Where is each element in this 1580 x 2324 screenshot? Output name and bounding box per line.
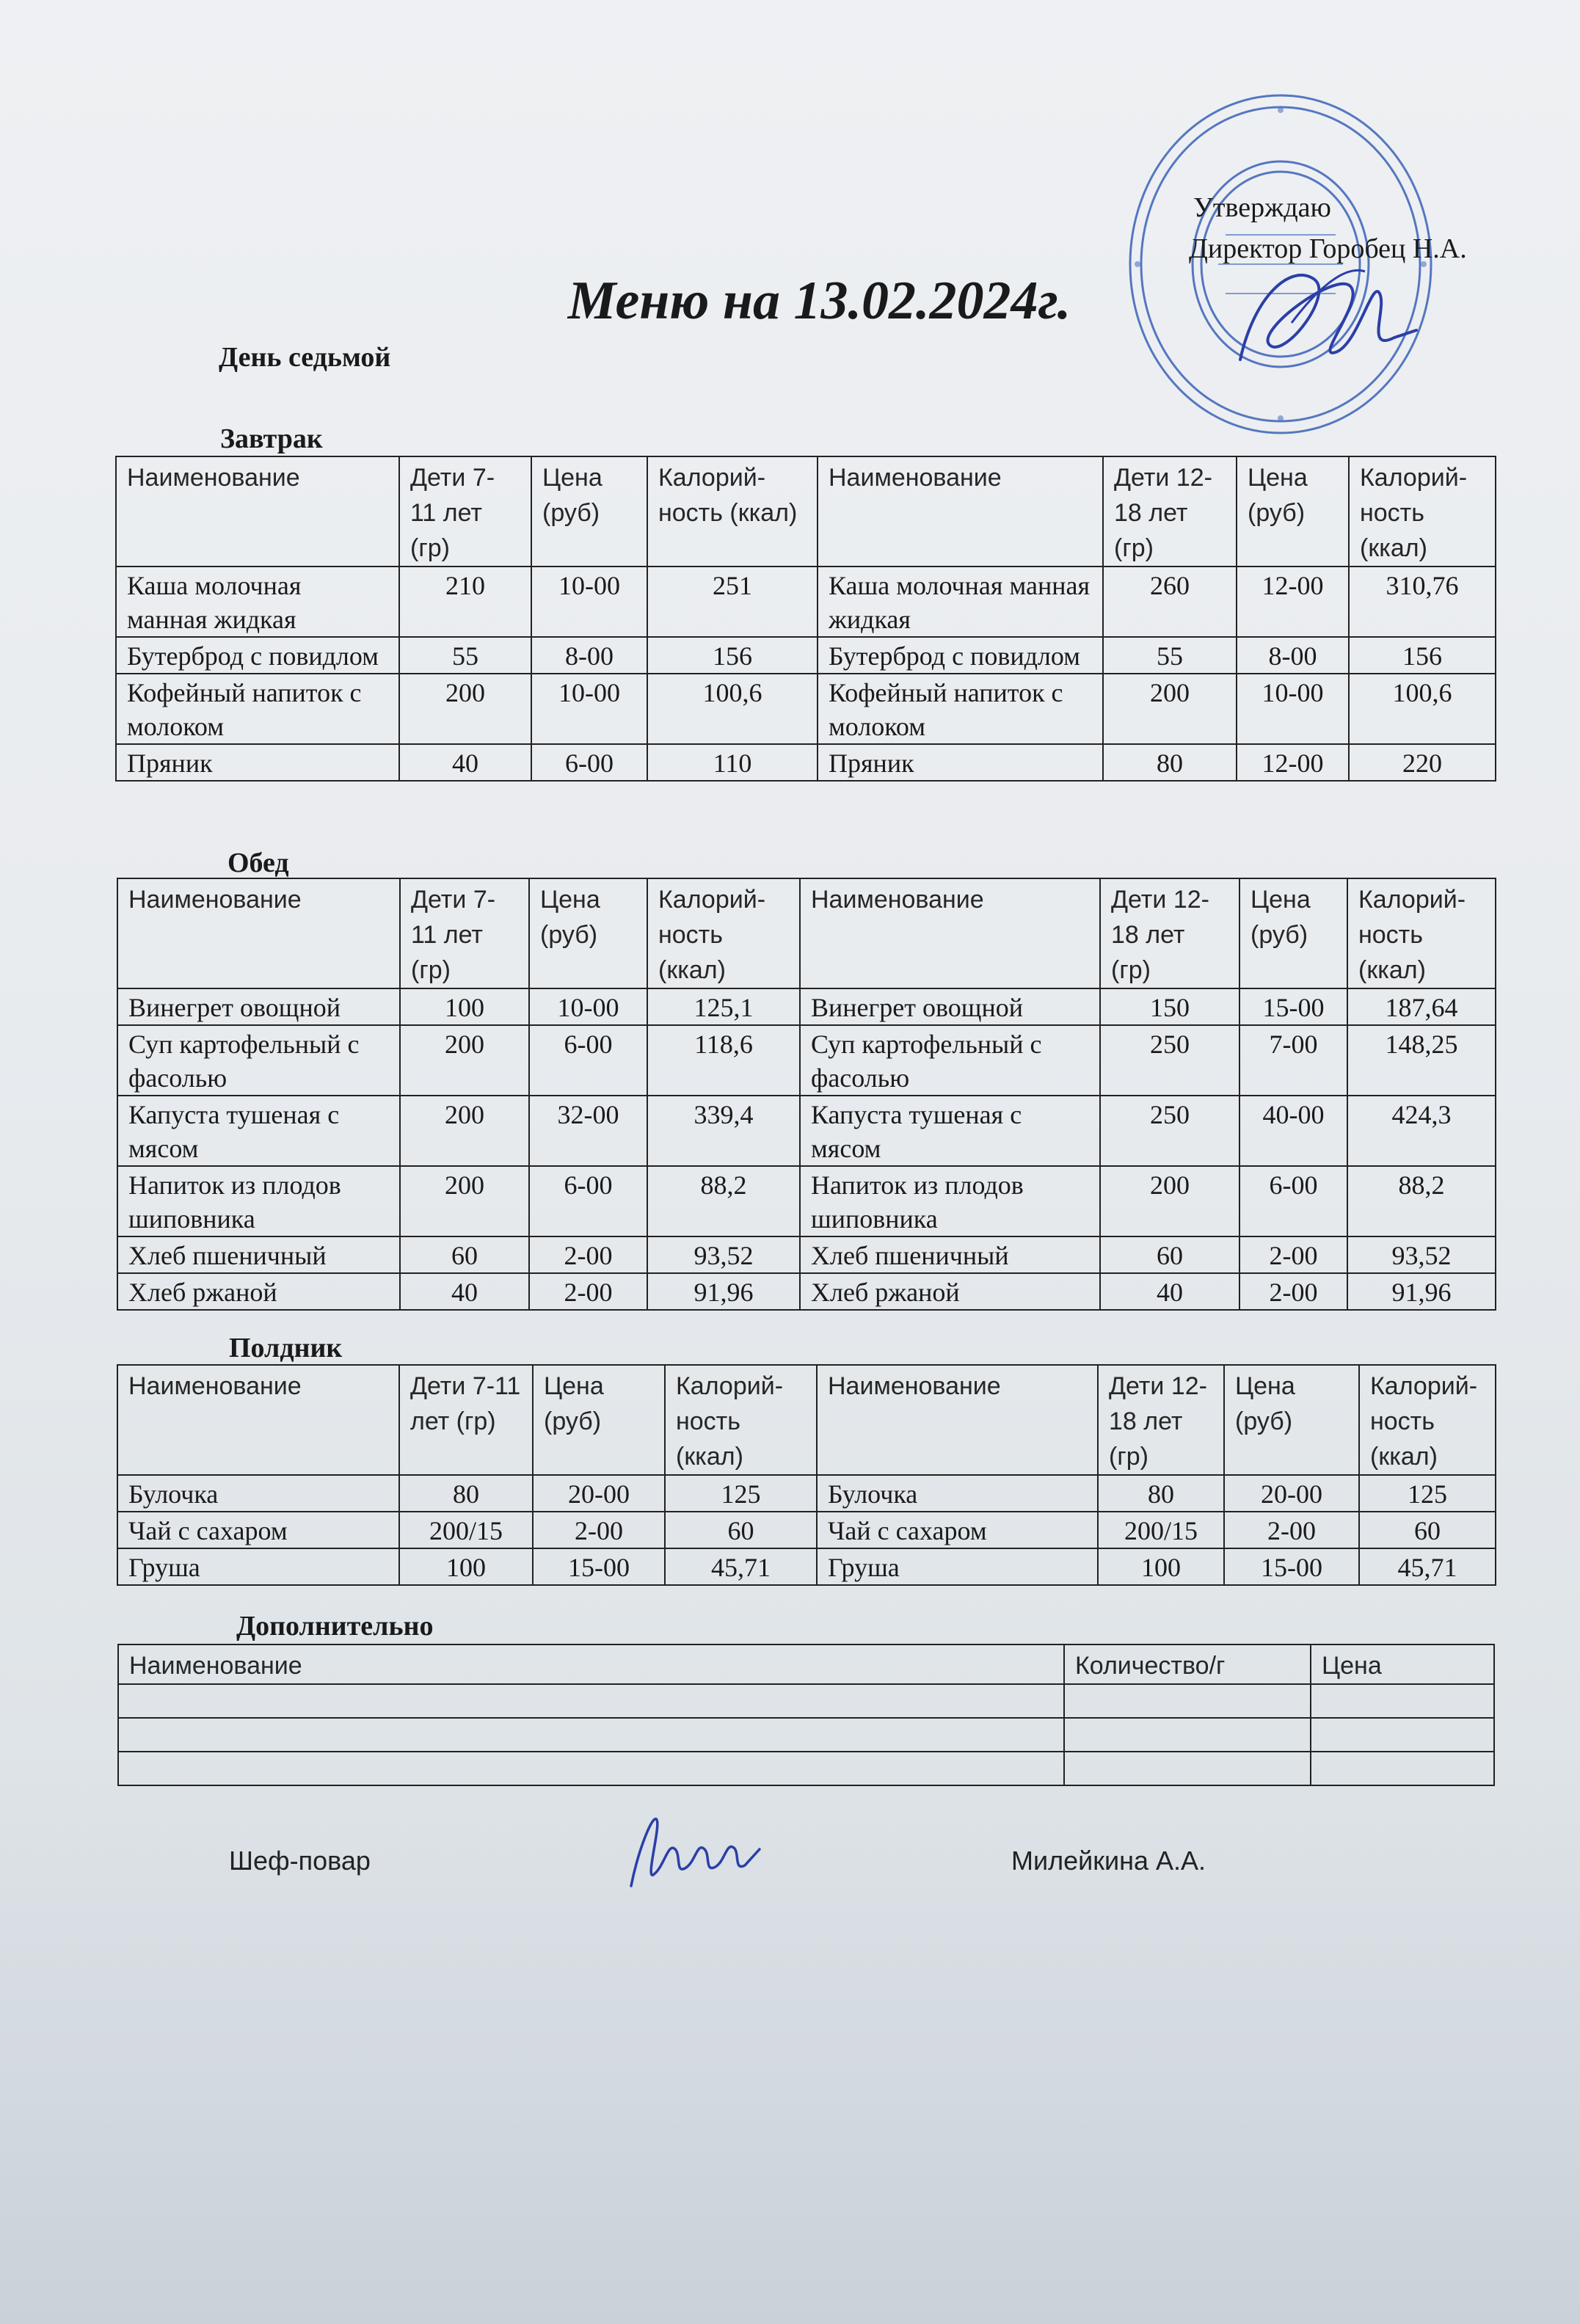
dish-name: Пряник xyxy=(116,744,399,781)
header-calories: Калорий-ность (ккал) xyxy=(1349,456,1496,567)
portion-weight: 100 xyxy=(400,988,529,1025)
breakfast-table xyxy=(115,456,1496,782)
dish-calories: 91,96 xyxy=(1347,1273,1496,1310)
dish-name: Капуста тушеная с мясом xyxy=(117,1096,400,1166)
header-calories: Калорий-ность (ккал) xyxy=(647,878,800,988)
portion-weight: 200 xyxy=(400,1096,529,1166)
table-row xyxy=(117,1475,1496,1512)
dish-calories: 251 xyxy=(647,567,818,637)
dish-calories: 125 xyxy=(665,1475,817,1512)
table-header-row xyxy=(116,456,1496,567)
dish-calories: 91,96 xyxy=(647,1273,800,1310)
dish-name: Хлеб ржаной xyxy=(800,1273,1100,1310)
dish-name: Хлеб ржаной xyxy=(117,1273,400,1310)
table-header-row xyxy=(117,878,1496,988)
dish-calories: 156 xyxy=(647,637,818,674)
snack-table xyxy=(117,1364,1496,1586)
dish-price: 2-00 xyxy=(1239,1236,1347,1273)
header-price: Цена (руб) xyxy=(1224,1365,1359,1475)
dish-name: Винегрет овощной xyxy=(800,988,1100,1025)
dish-price: 12-00 xyxy=(1237,567,1349,637)
dish-price: 15-00 xyxy=(1224,1548,1359,1585)
dish-calories: 45,71 xyxy=(1359,1548,1496,1585)
dish-price: 15-00 xyxy=(533,1548,665,1585)
director-signature xyxy=(1226,249,1424,382)
header-quantity: Количество/г xyxy=(1064,1644,1311,1684)
header-calories: Калорий-ность (ккал) xyxy=(647,456,818,567)
dish-price: 20-00 xyxy=(533,1475,665,1512)
header-name: Наименование xyxy=(117,878,400,988)
dish-price: 10-00 xyxy=(1237,674,1349,744)
dish-name: Каша молочная манная жидкая xyxy=(818,567,1103,637)
table-row xyxy=(117,1025,1496,1096)
table-row xyxy=(117,1273,1496,1310)
dish-name: Суп картофельный с фасолью xyxy=(800,1025,1100,1096)
dish-price: 10-00 xyxy=(529,988,647,1025)
portion-weight: 200/15 xyxy=(399,1512,533,1548)
day-label: День седьмой xyxy=(219,342,391,373)
empty-cell xyxy=(118,1684,1064,1718)
dish-price: 8-00 xyxy=(531,637,647,674)
dish-calories: 156 xyxy=(1349,637,1496,674)
dish-name: Чай с сахаром xyxy=(117,1512,399,1548)
dish-name: Винегрет овощной xyxy=(117,988,400,1025)
dish-calories: 45,71 xyxy=(665,1548,817,1585)
dish-calories: 60 xyxy=(1359,1512,1496,1548)
portion-weight: 200 xyxy=(399,674,531,744)
dish-name: Напиток из плодов шиповника xyxy=(117,1166,400,1236)
table-row xyxy=(116,637,1496,674)
dish-name: Суп картофельный с фасолью xyxy=(117,1025,400,1096)
dish-calories: 310,76 xyxy=(1349,567,1496,637)
dish-name: Булочка xyxy=(117,1475,399,1512)
table-row xyxy=(118,1718,1494,1752)
empty-cell xyxy=(1311,1752,1494,1785)
portion-weight: 210 xyxy=(399,567,531,637)
empty-cell xyxy=(1064,1718,1311,1752)
dish-name: Кофейный напиток с молоком xyxy=(116,674,399,744)
portion-weight: 250 xyxy=(1100,1025,1239,1096)
dish-calories: 118,6 xyxy=(647,1025,800,1096)
header-price: Цена (руб) xyxy=(529,878,647,988)
dish-calories: 424,3 xyxy=(1347,1096,1496,1166)
table-row xyxy=(117,1166,1496,1236)
portion-weight: 40 xyxy=(1100,1273,1239,1310)
empty-cell xyxy=(1311,1684,1494,1718)
page-title: Меню на 13.02.2024г. xyxy=(567,271,1071,331)
chef-signature xyxy=(624,1805,763,1893)
portion-weight: 200 xyxy=(1103,674,1237,744)
breakfast-label: Завтрак xyxy=(220,423,323,454)
dish-price: 6-00 xyxy=(529,1166,647,1236)
dish-calories: 339,4 xyxy=(647,1096,800,1166)
header-calories: Калорий-ность (ккал) xyxy=(1347,878,1496,988)
portion-weight: 150 xyxy=(1100,988,1239,1025)
header-name: Наименование xyxy=(118,1644,1064,1684)
portion-weight: 100 xyxy=(1098,1548,1224,1585)
dish-price: 15-00 xyxy=(1239,988,1347,1025)
header-name: Наименование xyxy=(117,1365,399,1475)
dish-price: 10-00 xyxy=(531,567,647,637)
dish-name: Груша xyxy=(117,1548,399,1585)
dish-calories: 88,2 xyxy=(647,1166,800,1236)
approval-line: Утверждаю xyxy=(1193,192,1331,223)
header-name: Наименование xyxy=(818,456,1103,567)
lunch-label: Обед xyxy=(227,848,289,878)
dish-name: Капуста тушеная с мясом xyxy=(800,1096,1100,1166)
header-kids-12-18: Дети 12-18 лет (гр) xyxy=(1100,878,1239,988)
dish-calories: 88,2 xyxy=(1347,1166,1496,1236)
header-price: Цена xyxy=(1311,1644,1494,1684)
extra-table xyxy=(117,1644,1495,1786)
dish-calories: 100,6 xyxy=(647,674,818,744)
table-header-row xyxy=(118,1644,1494,1684)
dish-calories: 100,6 xyxy=(1349,674,1496,744)
dish-calories: 60 xyxy=(665,1512,817,1548)
portion-weight: 60 xyxy=(1100,1236,1239,1273)
chef-role: Шеф-повар xyxy=(229,1846,371,1876)
table-row xyxy=(118,1684,1494,1718)
header-kids-7-11: Дети 7-11 лет (гр) xyxy=(399,1365,533,1475)
table-row xyxy=(117,988,1496,1025)
dish-name: Хлеб пшеничный xyxy=(117,1236,400,1273)
header-price: Цена (руб) xyxy=(1237,456,1349,567)
dish-name: Пряник xyxy=(818,744,1103,781)
dish-price: 8-00 xyxy=(1237,637,1349,674)
table-header-row xyxy=(117,1365,1496,1475)
dish-price: 2-00 xyxy=(533,1512,665,1548)
portion-weight: 250 xyxy=(1100,1096,1239,1166)
portion-weight: 100 xyxy=(399,1548,533,1585)
dish-name: Хлеб пшеничный xyxy=(800,1236,1100,1273)
portion-weight: 55 xyxy=(399,637,531,674)
dish-price: 10-00 xyxy=(531,674,647,744)
portion-weight: 40 xyxy=(400,1273,529,1310)
header-kids-12-18: Дети 12-18 лет (гр) xyxy=(1098,1365,1224,1475)
portion-weight: 200 xyxy=(1100,1166,1239,1236)
dish-price: 2-00 xyxy=(529,1236,647,1273)
portion-weight: 260 xyxy=(1103,567,1237,637)
portion-weight: 80 xyxy=(1103,744,1237,781)
header-price: Цена (руб) xyxy=(533,1365,665,1475)
header-name: Наименование xyxy=(800,878,1100,988)
lunch-table xyxy=(117,878,1496,1311)
dish-name: Чай с сахаром xyxy=(817,1512,1098,1548)
table-row xyxy=(116,567,1496,637)
dish-price: 6-00 xyxy=(529,1025,647,1096)
dish-price: 2-00 xyxy=(1224,1512,1359,1548)
dish-price: 40-00 xyxy=(1239,1096,1347,1166)
empty-cell xyxy=(1311,1718,1494,1752)
dish-calories: 125 xyxy=(1359,1475,1496,1512)
dish-price: 7-00 xyxy=(1239,1025,1347,1096)
table-row xyxy=(118,1752,1494,1785)
dish-name: Бутерброд с повидлом xyxy=(116,637,399,674)
table-row xyxy=(117,1512,1496,1548)
table-row xyxy=(117,1096,1496,1166)
dish-price: 12-00 xyxy=(1237,744,1349,781)
header-name: Наименование xyxy=(116,456,399,567)
dish-calories: 220 xyxy=(1349,744,1496,781)
dish-calories: 93,52 xyxy=(1347,1236,1496,1273)
dish-name: Кофейный напиток с молоком xyxy=(818,674,1103,744)
portion-weight: 80 xyxy=(1098,1475,1224,1512)
header-kids-7-11: Дети 7-11 лет (гр) xyxy=(399,456,531,567)
header-calories: Калорий-ность (ккал) xyxy=(1359,1365,1496,1475)
dish-price: 6-00 xyxy=(531,744,647,781)
header-kids-12-18: Дети 12-18 лет (гр) xyxy=(1103,456,1237,567)
dish-name: Груша xyxy=(817,1548,1098,1585)
header-price: Цена (руб) xyxy=(531,456,647,567)
snack-label: Полдник xyxy=(229,1333,343,1363)
portion-weight: 40 xyxy=(399,744,531,781)
chef-name: Милейкина А.А. xyxy=(1011,1846,1206,1876)
dish-name: Каша молочная манная жидкая xyxy=(116,567,399,637)
director-line: Директор Горобец Н.А. xyxy=(1189,233,1467,264)
empty-cell xyxy=(118,1752,1064,1785)
empty-cell xyxy=(118,1718,1064,1752)
table-row xyxy=(117,1548,1496,1585)
portion-weight: 55 xyxy=(1103,637,1237,674)
portion-weight: 200 xyxy=(400,1166,529,1236)
portion-weight: 80 xyxy=(399,1475,533,1512)
dish-calories: 187,64 xyxy=(1347,988,1496,1025)
header-price: Цена (руб) xyxy=(1239,878,1347,988)
dish-name: Булочка xyxy=(817,1475,1098,1512)
dish-calories: 93,52 xyxy=(647,1236,800,1273)
dish-calories: 125,1 xyxy=(647,988,800,1025)
portion-weight: 60 xyxy=(400,1236,529,1273)
dish-name: Бутерброд с повидлом xyxy=(818,637,1103,674)
table-row xyxy=(116,744,1496,781)
table-row xyxy=(116,674,1496,744)
extra-label: Дополнительно xyxy=(236,1611,434,1642)
portion-weight: 200/15 xyxy=(1098,1512,1224,1548)
dish-price: 20-00 xyxy=(1224,1475,1359,1512)
dish-price: 32-00 xyxy=(529,1096,647,1166)
dish-name: Напиток из плодов шиповника xyxy=(800,1166,1100,1236)
dish-calories: 148,25 xyxy=(1347,1025,1496,1096)
dish-price: 6-00 xyxy=(1239,1166,1347,1236)
dish-price: 2-00 xyxy=(1239,1273,1347,1310)
table-row xyxy=(117,1236,1496,1273)
dish-calories: 110 xyxy=(647,744,818,781)
empty-cell xyxy=(1064,1752,1311,1785)
portion-weight: 200 xyxy=(400,1025,529,1096)
header-name: Наименование xyxy=(817,1365,1098,1475)
header-kids-7-11: Дети 7-11 лет (гр) xyxy=(400,878,529,988)
empty-cell xyxy=(1064,1684,1311,1718)
dish-price: 2-00 xyxy=(529,1273,647,1310)
header-calories: Калорий-ность (ккал) xyxy=(665,1365,817,1475)
